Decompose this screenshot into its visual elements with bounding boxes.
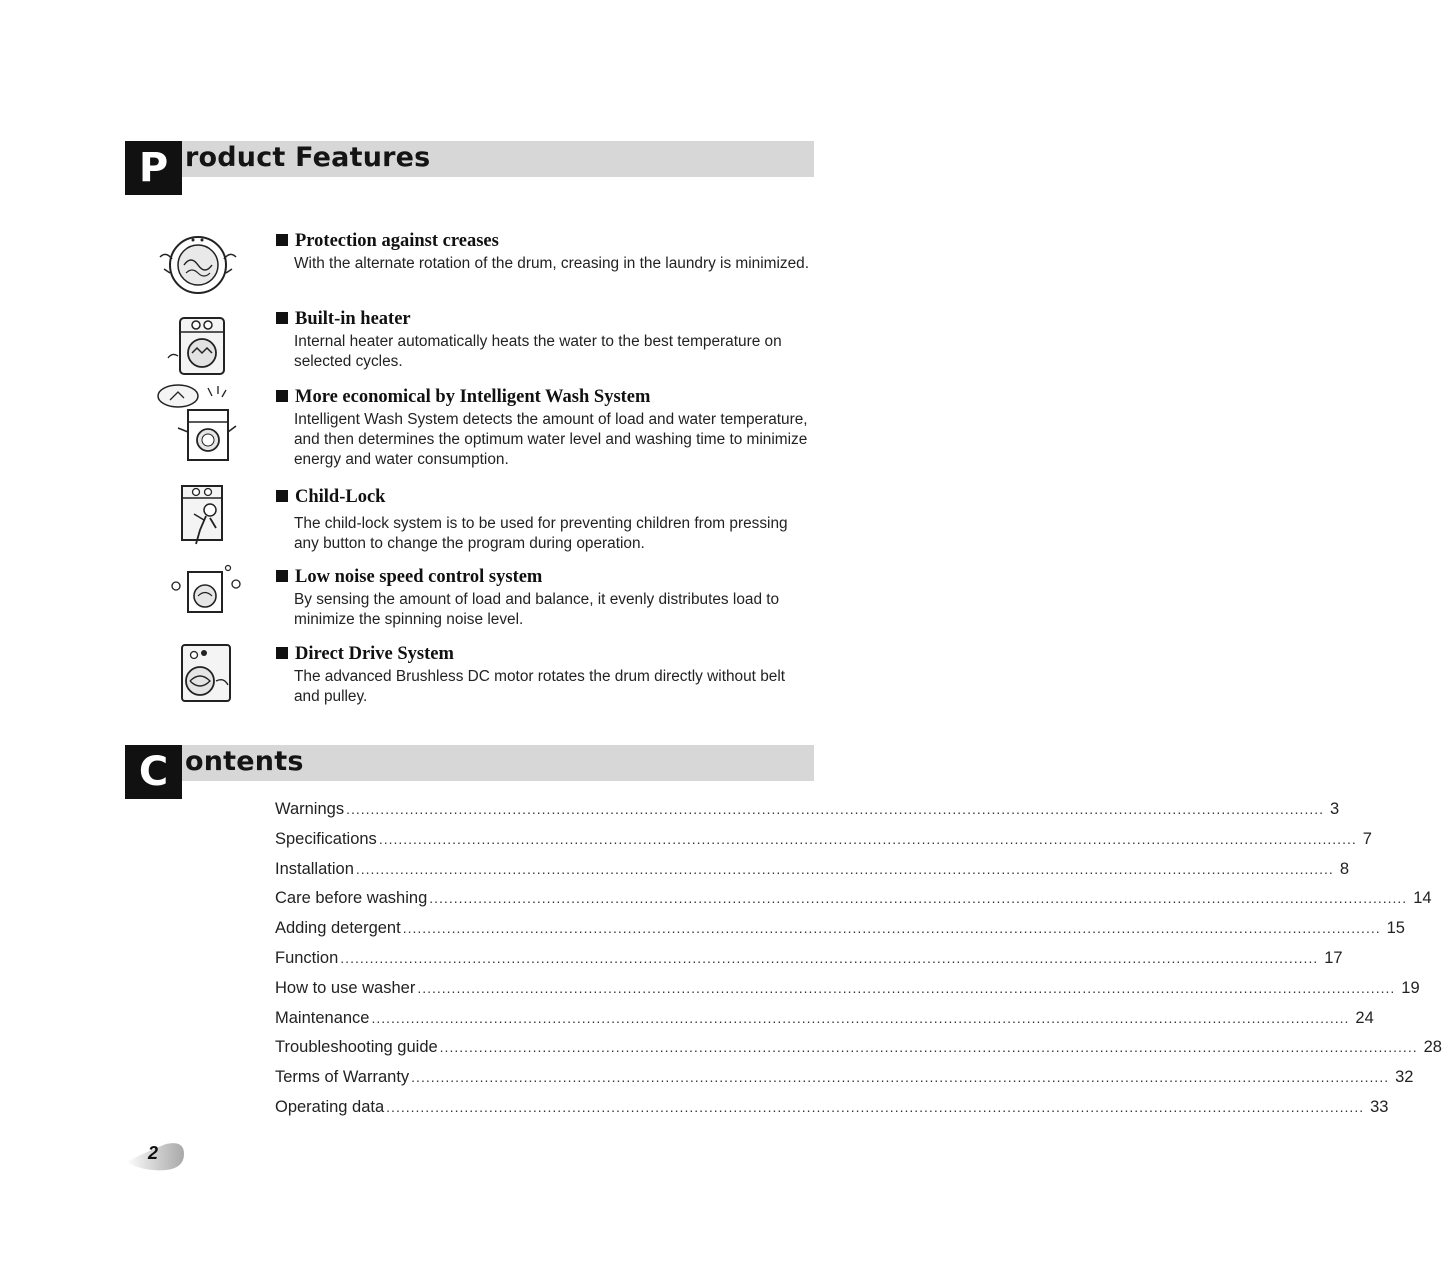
toc-label: Function: [275, 948, 339, 967]
contents-heading: [125, 745, 814, 799]
bullet-square: [276, 490, 288, 502]
bullet-square: [276, 234, 288, 246]
heading-text: roduct Features: [185, 142, 431, 173]
toc-leader-dots: ........................................................................................................................................................................................................: [402, 920, 1381, 937]
toc-entry[interactable]: [275, 829, 1372, 860]
feature-title: [276, 566, 542, 588]
toc-leader-dots: ........................................................................................................................................................................................................: [417, 979, 1396, 996]
table-of-contents: [275, 800, 1442, 1128]
bullet-square: [276, 570, 288, 582]
feature-title: [276, 386, 650, 408]
toc-label: How to use washer: [275, 978, 416, 997]
toc-label: Warnings: [275, 800, 345, 818]
feature-description: Internal heater automatically heats the water to the best temperature on selected cycles.: [294, 333, 782, 370]
toc-entry[interactable]: [275, 859, 1350, 890]
child-lock-icon: [152, 480, 244, 552]
toc-entry[interactable]: [275, 1038, 1442, 1068]
toc-label: Maintenance: [275, 1008, 370, 1027]
toc-label: Specifications: [275, 829, 377, 848]
feature-title: [276, 486, 385, 508]
bullet-square: [276, 647, 288, 659]
toc-entry[interactable]: [275, 1097, 1389, 1128]
toc-page-number: 33: [1370, 1097, 1389, 1116]
toc-label: Adding detergent: [275, 919, 401, 938]
page-number-badge: [126, 1138, 186, 1172]
toc-leader-dots: ........................................................................................................................................................................................................: [386, 1098, 1365, 1115]
bullet-square: [276, 312, 288, 324]
feature-description: With the alternate rotation of the drum, creasing in the laundry is minimized.: [294, 255, 809, 272]
toc-label: Operating data: [275, 1097, 385, 1116]
toc-leader-dots: ........................................................................................................................................................................................................: [346, 801, 1325, 817]
feature-title: [276, 643, 454, 665]
low-noise-icon: [152, 562, 244, 632]
toc-label: Care before washing: [275, 889, 428, 908]
toc-leader-dots: ........................................................................................................................................................................................................: [355, 860, 1334, 877]
toc-leader-dots: ........................................................................................................................................................................................................: [340, 949, 1319, 966]
toc-leader-dots: ........................................................................................................................................................................................................: [429, 890, 1408, 907]
feature-title-text: Low noise speed control system: [295, 567, 543, 587]
heading-initial-block: C: [125, 745, 182, 799]
feature-title: [276, 308, 411, 330]
product-features-heading: [125, 141, 814, 195]
toc-entry[interactable]: [275, 1008, 1374, 1039]
feature-title-text: Protection against creases: [295, 231, 499, 251]
feature-description: The child-lock system is to be used for preventing children from pressing any button to change the program during operation.: [294, 515, 788, 552]
toc-label: Troubleshooting guide: [275, 1038, 438, 1057]
feature-title: [276, 230, 499, 252]
toc-leader-dots: ........................................................................................................................................................................................................: [378, 830, 1357, 847]
toc-page-number: 24: [1355, 1008, 1374, 1027]
toc-page-number: 17: [1324, 948, 1343, 967]
toc-page-number: 8: [1339, 859, 1350, 878]
toc-entry[interactable]: [275, 948, 1343, 979]
intelligent-wash-icon: [152, 382, 244, 466]
heading-initial-block: P: [125, 141, 182, 195]
toc-entry[interactable]: [275, 978, 1420, 1009]
toc-page-number: 15: [1386, 919, 1405, 938]
direct-drive-icon: [152, 641, 244, 713]
feature-description: Intelligent Wash System detects the amount of load and water temperature, and then determines the optimum water level and washing time to minimize energy and water consumption.: [294, 411, 808, 468]
toc-page-number: 3: [1330, 800, 1340, 818]
toc-entry[interactable]: [275, 889, 1432, 919]
toc-label: Terms of Warranty: [275, 1068, 410, 1087]
toc-entry[interactable]: [275, 919, 1405, 949]
drum-creases-icon: [152, 225, 244, 305]
feature-title-text: Built-in heater: [295, 309, 411, 329]
page-number: 2: [148, 1143, 159, 1163]
toc-leader-dots: ........................................................................................................................................................................................................: [371, 1009, 1350, 1026]
toc-page-number: 7: [1362, 829, 1372, 848]
toc-leader-dots: ........................................................................................................................................................................................................: [411, 1069, 1390, 1086]
feature-title-text: Child-Lock: [295, 487, 386, 507]
heading-text: ontents: [185, 746, 304, 777]
feature-title-text: More economical by Intelligent Wash System: [295, 387, 651, 407]
heater-washer-icon: [152, 310, 244, 390]
toc-label: Installation: [275, 859, 354, 878]
toc-page-number: 32: [1395, 1068, 1414, 1087]
toc-leader-dots: ........................................................................................................................................................................................................: [439, 1039, 1418, 1056]
toc-page-number: 14: [1413, 889, 1432, 908]
feature-title-text: Direct Drive System: [295, 644, 454, 664]
toc-page-number: 19: [1401, 978, 1420, 997]
feature-description: The advanced Brushless DC motor rotates the drum directly without belt and pulley.: [294, 668, 786, 705]
feature-description: By sensing the amount of load and balance, it evenly distributes load to minimize the spinning noise level.: [294, 591, 780, 628]
toc-page-number: 28: [1423, 1038, 1442, 1057]
bullet-square: [276, 390, 288, 402]
toc-entry[interactable]: [275, 800, 1340, 830]
toc-entry[interactable]: [275, 1068, 1414, 1098]
